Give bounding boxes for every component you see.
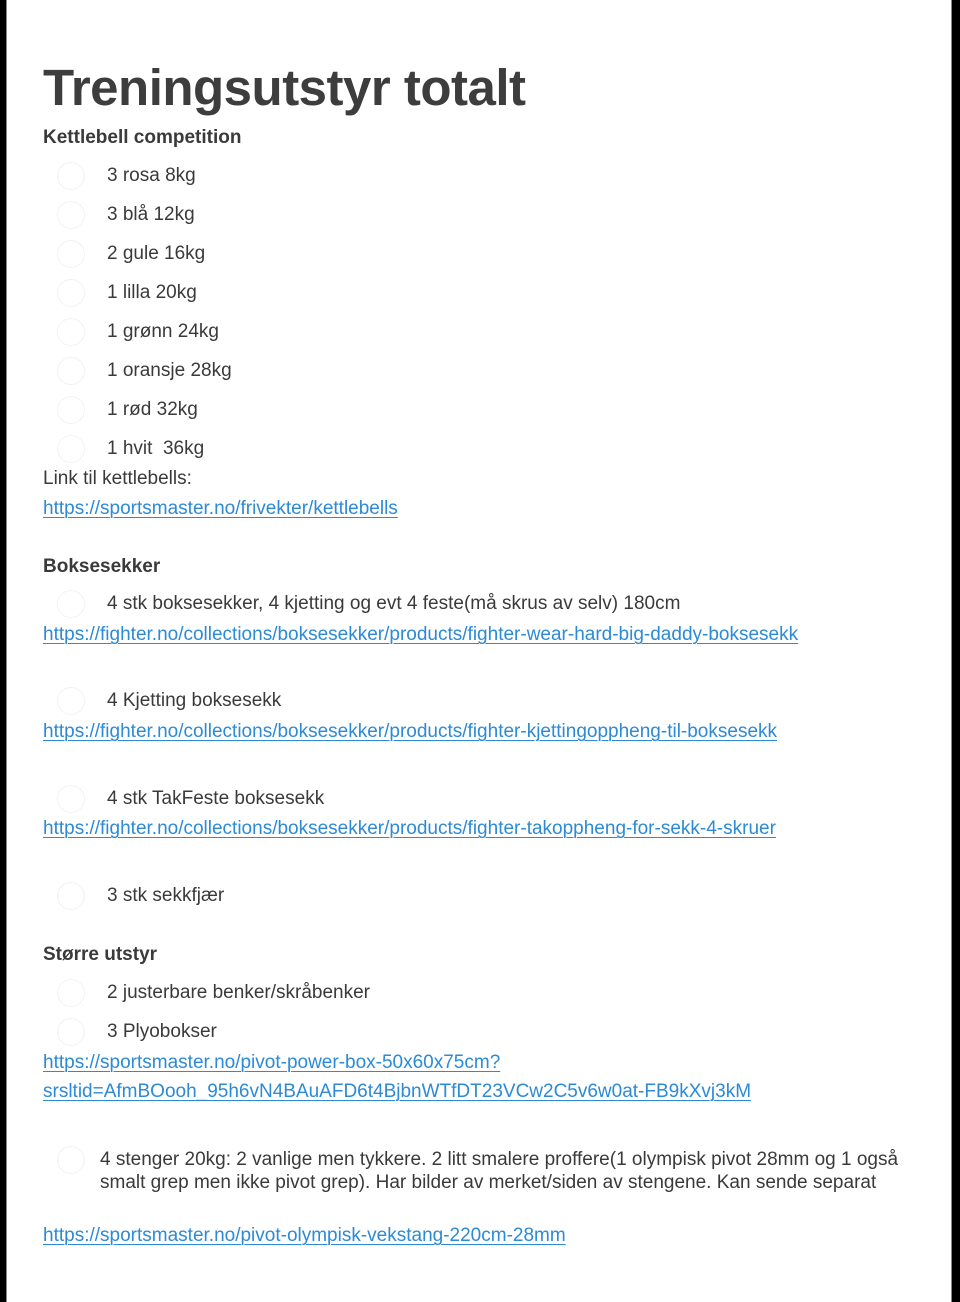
- checklist-item[interactable]: [57, 278, 197, 308]
- checklist-item[interactable]: [57, 200, 195, 230]
- page-title: Treningsutstyr totalt: [43, 59, 526, 116]
- plyoboks-link-line1[interactable]: https://sportsmaster.no/pivot-power-box-50x60x75cm?: [43, 1052, 501, 1073]
- checklist-item[interactable]: [57, 161, 196, 191]
- takfeste-link[interactable]: https://fighter.no/collections/boksesekker/products/fighter-takoppheng-for-sekk-4-skruer: [43, 818, 776, 839]
- checklist-item[interactable]: [57, 784, 324, 814]
- section-heading-storre-utstyr: Større utstyr: [43, 944, 158, 965]
- section-heading-kettlebell: Kettlebell competition: [43, 127, 242, 148]
- checklist-item-label: 3 Plyobokser: [107, 1021, 217, 1042]
- checklist-item-label: 4 stk boksesekker, 4 kjetting og evt 4 feste(må skrus av selv) 180cm: [107, 593, 681, 614]
- checklist-item[interactable]: [57, 978, 370, 1008]
- checklist-item-label: 3 stk sekkfjær: [107, 885, 225, 906]
- kettlebell-link-label: Link til kettlebells:: [43, 468, 192, 489]
- checkbox-circle-icon[interactable]: [57, 785, 85, 813]
- checklist-item-label: 3 rosa 8kg: [107, 165, 196, 186]
- checklist-item[interactable]: [57, 881, 224, 911]
- checkbox-circle-icon[interactable]: [57, 357, 85, 385]
- checkbox-circle-icon[interactable]: [57, 1146, 85, 1174]
- checklist-item[interactable]: [57, 589, 680, 619]
- checkbox-circle-icon[interactable]: [57, 240, 85, 268]
- kettlebell-link[interactable]: https://sportsmaster.no/frivekter/kettlebells: [43, 498, 398, 519]
- vekstang-link[interactable]: https://sportsmaster.no/pivot-olympisk-vekstang-220cm-28mm: [43, 1225, 566, 1246]
- checkbox-circle-icon[interactable]: [57, 979, 85, 1007]
- checkbox-circle-icon[interactable]: [57, 396, 85, 424]
- checklist-item-label: 4 stk TakFeste boksesekk: [107, 788, 325, 809]
- checkbox-circle-icon[interactable]: [57, 318, 85, 346]
- checklist-item[interactable]: [57, 317, 219, 347]
- checklist-item[interactable]: [57, 1017, 217, 1047]
- checklist-item[interactable]: [57, 395, 198, 425]
- checklist-item-label: 1 lilla 20kg: [107, 282, 197, 303]
- checklist-item-label: 1 oransje 28kg: [107, 360, 232, 381]
- section-heading-boksesekker: Boksesekker: [43, 556, 161, 577]
- checklist-item[interactable]: [57, 356, 232, 386]
- checklist-item[interactable]: [57, 1145, 85, 1175]
- checklist-item-label: 2 justerbare benker/skråbenker: [107, 982, 370, 1003]
- checklist-item-label: 1 rød 32kg: [107, 399, 198, 420]
- checklist-item-label: 3 blå 12kg: [107, 204, 195, 225]
- checkbox-circle-icon[interactable]: [57, 162, 85, 190]
- checklist-item[interactable]: [57, 434, 204, 464]
- checkbox-circle-icon[interactable]: [57, 590, 85, 618]
- checkbox-circle-icon[interactable]: [57, 687, 85, 715]
- checklist-item-label: 4 stenger 20kg: 2 vanlige men tykkere. 2 litt smalere proffere(1 olympisk pivot 28mm og 1 også smalt grep men ikke pivot grep). Har bilder av merket/siden av stengene. Kan sende separat: [100, 1149, 899, 1193]
- checklist-item-label: 1 grønn 24kg: [107, 321, 219, 342]
- boksesekk-link[interactable]: https://fighter.no/collections/boksesekker/products/fighter-wear-hard-big-daddy-boksesekk: [43, 624, 799, 645]
- checkbox-circle-icon[interactable]: [57, 882, 85, 910]
- checkbox-circle-icon[interactable]: [57, 279, 85, 307]
- plyoboks-link-line2[interactable]: srsltid=AfmBOooh_95h6vN4BAuAFD6t4BjbnWTfDT23VCw2C5v6w0at-FB9kXvj3kM: [43, 1081, 752, 1102]
- kjetting-link[interactable]: https://fighter.no/collections/boksesekker/products/fighter-kjettingoppheng-til-boksesekk: [43, 721, 778, 742]
- checklist-item-label: 1 hvit 36kg: [107, 438, 205, 459]
- note-page: [6, 0, 952, 1302]
- checklist-item-label: 4 Kjetting boksesekk: [107, 690, 282, 711]
- checkbox-circle-icon[interactable]: [57, 1018, 85, 1046]
- checkbox-circle-icon[interactable]: [57, 435, 85, 463]
- checklist-item[interactable]: [57, 686, 281, 716]
- checkbox-circle-icon[interactable]: [57, 201, 85, 229]
- checklist-item[interactable]: [57, 239, 205, 269]
- checklist-item-label: 2 gule 16kg: [107, 243, 206, 264]
